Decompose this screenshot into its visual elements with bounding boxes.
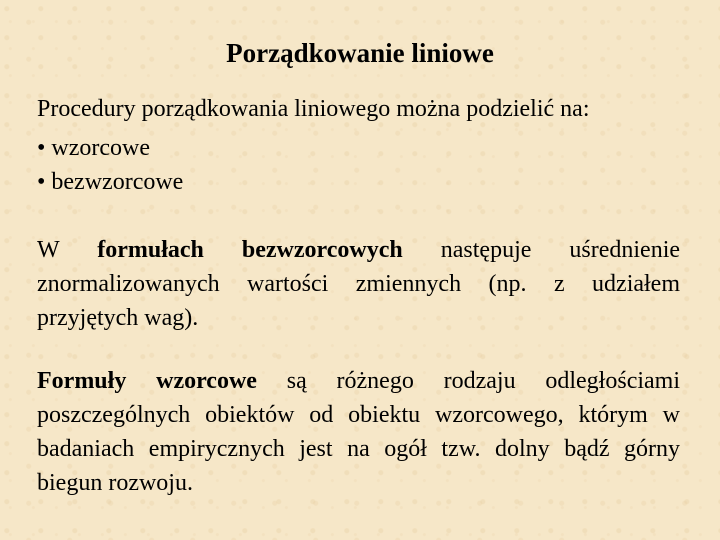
paragraph-body: są różnego rodzaju odległościami poszczególnych obiektów od obiektu wzorcowego, którym w badaniach empirycznych jest na ogół tzw. dolny bądź górny biegun rozwoju. xyxy=(37,368,681,496)
bullet-text: bezwzorcowe xyxy=(51,169,184,195)
list-item xyxy=(37,165,183,199)
paragraph-prefix: W xyxy=(37,237,60,263)
paragraph-bezwzorcowe xyxy=(37,233,680,335)
slide-title: Porządkowanie liniowe xyxy=(226,38,494,68)
bold-term: formułach bezwzorcowych xyxy=(97,237,403,263)
paragraph-wzorcowe xyxy=(37,364,680,500)
bullet-list xyxy=(37,131,183,199)
bullet-marker: • xyxy=(37,169,46,195)
list-item xyxy=(37,131,183,165)
bullet-text: wzorcowe xyxy=(51,135,151,161)
paragraph-body: następuje uśrednienie znormalizowanych wartości zmiennych (np. z udziałem przyjętych wag). xyxy=(37,237,681,331)
bold-term: Formuły wzorcowe xyxy=(37,368,257,394)
intro-text: Procedury porządkowania liniowego można podzielić na: xyxy=(37,96,590,122)
bullet-marker: • xyxy=(37,135,46,161)
